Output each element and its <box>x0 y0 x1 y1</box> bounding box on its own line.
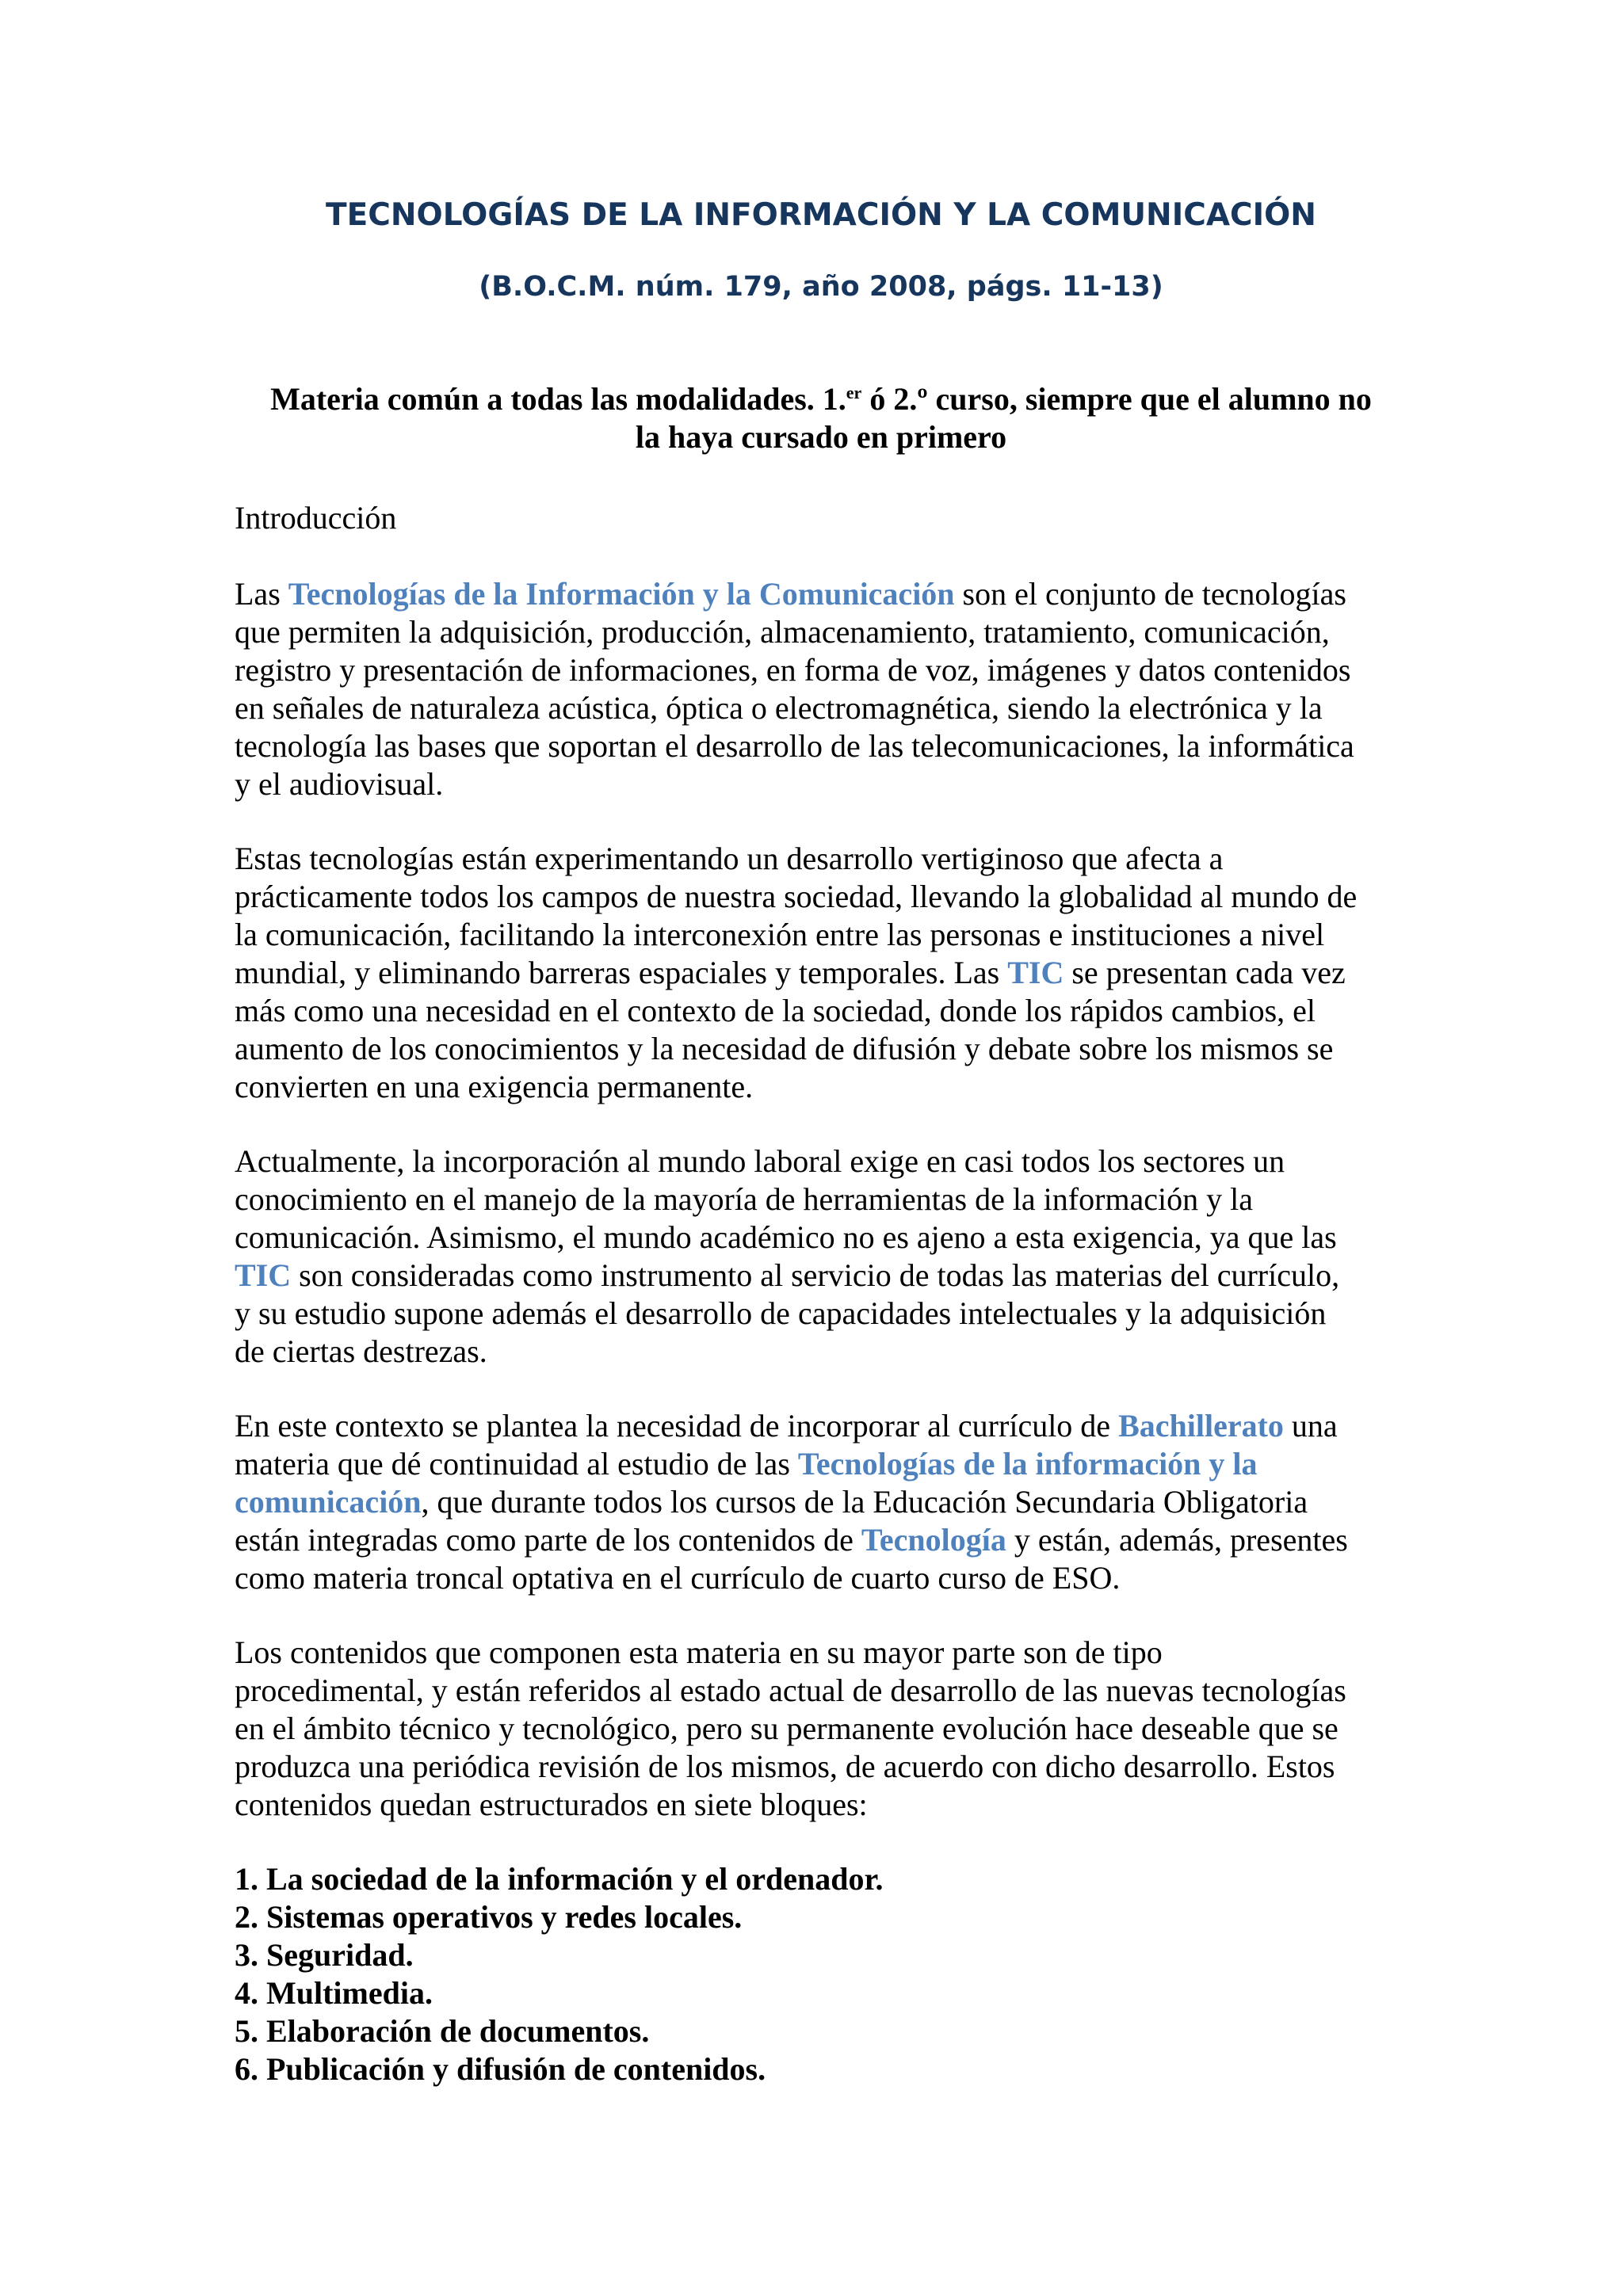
text-run: una <box>1283 1408 1338 1444</box>
paragraph-3-line <box>235 1257 1407 1295</box>
text-run: mundial, y eliminando barreras espaciales y temporales. Las <box>235 955 1008 990</box>
document-subtitle: (B.O.C.M. núm. 179, año 2008, págs. 11-13) <box>479 271 1163 303</box>
highlight-term: Tecnologías de la información y la <box>797 1446 1258 1482</box>
paragraph-2-line <box>235 954 1407 992</box>
paragraph-4-line <box>235 1445 1407 1483</box>
paragraph-3-line: y su estudio supone además el desarrollo de capacidades intelectuales y la adquisición <box>235 1295 1327 1331</box>
introduccion-heading: Introducción <box>235 500 397 536</box>
bloque-item-2: 2. Sistemas operativos y redes locales. <box>235 1899 743 1935</box>
paragraph-2-line: la comunicación, facilitando la interconexión entre las personas e instituciones a nivel <box>235 917 1325 952</box>
paragraph-5-line: procedimental, y están referidos al estado actual de desarrollo de las nuevas tecnologías <box>235 1672 1346 1708</box>
paragraph-2-line: Estas tecnologías están experimentando un desarrollo vertiginoso que afecta a <box>235 841 1224 876</box>
text-run: Las <box>235 576 288 612</box>
bloque-item-4: 4. Multimedia. <box>235 1975 433 2011</box>
materia-line-2: la haya cursado en primero <box>635 419 1007 455</box>
paragraph-4-line <box>235 1483 1407 1521</box>
paragraph-4 <box>235 1407 1407 1597</box>
highlight-term: Tecnologías de la Información y la Comunicación <box>288 576 955 612</box>
paragraph-4-line <box>235 1521 1407 1559</box>
highlight-term: Bachillerato <box>1118 1408 1284 1444</box>
materia-line-1-text: Materia común a todas las modalidades. 1. <box>270 381 846 417</box>
paragraph-3-line: de ciertas destrezas. <box>235 1333 487 1369</box>
text-run: En este contexto se plantea la necesidad de incorporar al currículo de <box>235 1408 1119 1444</box>
paragraph-2-line: más como una necesidad en el contexto de la sociedad, donde los rápidos cambios, el <box>235 993 1316 1028</box>
paragraph-2-line: prácticamente todos los campos de nuestra sociedad, llevando la globalidad al mundo de <box>235 879 1358 914</box>
paragraph-5-line: en el ámbito técnico y tecnológico, pero su permanente evolución hace deseable que se <box>235 1711 1338 1746</box>
text-run: son consideradas como instrumento al servicio de todas las materias del currículo, <box>291 1257 1340 1293</box>
highlight-term: Tecnología <box>861 1522 1006 1558</box>
highlight-term: comunicación <box>235 1484 422 1520</box>
paragraph-5-line: produzca una periódica revisión de los mismos, de acuerdo con dicho desarrollo. Estos <box>235 1749 1335 1784</box>
materia-line-1-text-b: ó 2.º curso, siempre que el alumno no <box>861 381 1372 417</box>
bloque-item-6: 6. Publicación y difusión de contenidos. <box>235 2051 766 2087</box>
paragraph-3 <box>235 1142 1407 1371</box>
highlight-term: TIC <box>235 1257 292 1293</box>
materia-heading <box>235 380 1407 456</box>
text-run: se presentan cada vez <box>1064 955 1346 990</box>
text-run: están integradas como parte de los contenidos de <box>235 1522 861 1558</box>
paragraph-5-line: contenidos quedan estructurados en siete bloques: <box>235 1787 868 1822</box>
text-run: son el conjunto de tecnologías <box>954 576 1346 612</box>
text-run: materia que dé continuidad al estudio de las <box>235 1446 798 1482</box>
paragraph-3-line: comunicación. Asimismo, el mundo académico no es ajeno a esta exigencia, ya que las <box>235 1219 1337 1255</box>
paragraph-2-line: convierten en una exigencia permanente. <box>235 1069 754 1104</box>
paragraph-1-line: tecnología las bases que soportan el desarrollo de las telecomunicaciones, la informática <box>235 728 1354 764</box>
document-title: TECNOLOGÍAS DE LA INFORMACIÓN Y LA COMUNICACIÓN <box>326 197 1316 233</box>
bloque-item-1: 1. La sociedad de la información y el ordenador. <box>235 1861 884 1897</box>
paragraph-1-line: y el audiovisual. <box>235 766 444 802</box>
paragraph-4-line: como materia troncal optativa en el currículo de cuarto curso de ESO. <box>235 1560 1121 1596</box>
paragraph-2 <box>235 840 1407 1106</box>
paragraph-4-line <box>235 1407 1407 1445</box>
text-run: , que durante todos los cursos de la Educación Secundaria Obligatoria <box>421 1484 1308 1520</box>
paragraph-5-line: Los contenidos que componen esta materia en su mayor parte son de tipo <box>235 1634 1163 1670</box>
paragraph-5 <box>235 1634 1407 1824</box>
paragraph-1-line: en señales de naturaleza acústica, óptica o electromagnética, siendo la electrónica y la <box>235 690 1323 726</box>
text-run: y están, además, presentes <box>1006 1522 1348 1558</box>
paragraph-3-line: Actualmente, la incorporación al mundo laboral exige en casi todos los sectores un <box>235 1143 1285 1179</box>
materia-line-1 <box>235 380 1407 418</box>
bloque-item-3: 3. Seguridad. <box>235 1937 414 1973</box>
highlight-term: TIC <box>1007 955 1064 990</box>
materia-superscript: er <box>846 383 862 402</box>
paragraph-1 <box>235 575 1407 803</box>
paragraph-1-line <box>235 575 1407 613</box>
paragraph-1-line: que permiten la adquisición, producción, almacenamiento, tratamiento, comunicación, <box>235 614 1330 650</box>
paragraph-1-line: registro y presentación de informaciones, en forma de voz, imágenes y datos contenidos <box>235 652 1351 688</box>
paragraph-2-line: aumento de los conocimientos y la necesidad de difusión y debate sobre los mismos se <box>235 1031 1334 1066</box>
bloque-item-5: 5. Elaboración de documentos. <box>235 2013 650 2049</box>
paragraph-3-line: conocimiento en el manejo de la mayoría de herramientas de la información y la <box>235 1181 1254 1217</box>
